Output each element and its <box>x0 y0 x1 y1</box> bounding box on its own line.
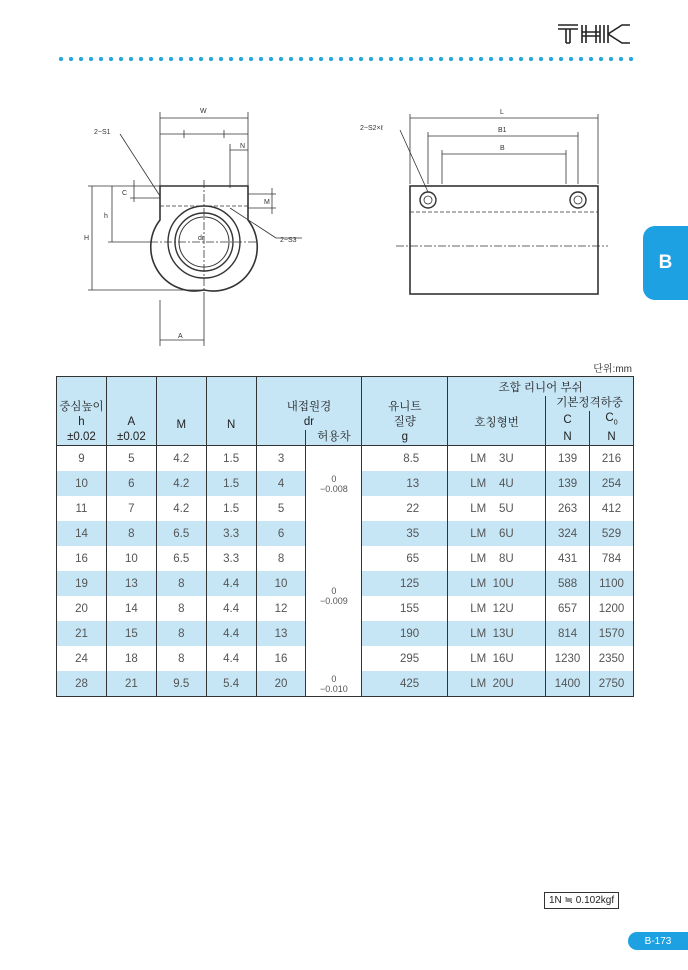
cell-a: 6 <box>106 471 156 496</box>
cell-a: 7 <box>106 496 156 521</box>
cell-dr: 10 <box>256 571 306 596</box>
cell-c0: 784 <box>590 546 634 571</box>
cell-m: 8 <box>156 646 206 671</box>
cell-tolerance: 0 −0.008 <box>306 446 362 522</box>
unit-label: 단위:mm <box>593 364 632 375</box>
cell-n: 3.3 <box>206 521 256 546</box>
cell-c: 139 <box>546 471 590 496</box>
a-label: A <box>178 333 183 340</box>
cell-c0: 254 <box>590 471 634 496</box>
cell-h: 28 <box>57 671 107 697</box>
cell-dr: 8 <box>256 546 306 571</box>
cell-m: 8 <box>156 621 206 646</box>
col-rating-header: 기본정격하중 <box>546 396 634 411</box>
cell-mass: 22 <box>362 496 448 521</box>
dotted-rule <box>56 56 636 62</box>
cell-model: LM 5U <box>448 496 546 521</box>
cell-c0: 412 <box>590 496 634 521</box>
cell-h: 10 <box>57 471 107 496</box>
cell-model: LM 10U <box>448 571 546 596</box>
cell-mass: 35 <box>362 521 448 546</box>
col-n-header: N <box>206 377 256 446</box>
cell-c: 263 <box>546 496 590 521</box>
cell-c0: 1570 <box>590 621 634 646</box>
spec-table <box>56 376 634 697</box>
cell-c: 588 <box>546 571 590 596</box>
cell-h: 9 <box>57 446 107 472</box>
col-c0-unit: N <box>590 430 634 446</box>
cell-h: 24 <box>57 646 107 671</box>
col-bush-header: 조합 리니어 부쉬 <box>448 377 634 397</box>
cell-m: 6.5 <box>156 521 206 546</box>
cell-m: 4.2 <box>156 471 206 496</box>
cell-c0: 216 <box>590 446 634 472</box>
cell-c0: 2750 <box>590 671 634 697</box>
cell-model: LM 13U <box>448 621 546 646</box>
cell-dr: 6 <box>256 521 306 546</box>
cell-tolerance: 0 −0.010 <box>306 671 362 697</box>
cell-c: 657 <box>546 596 590 621</box>
cell-n: 4.4 <box>206 571 256 596</box>
cell-c0: 529 <box>590 521 634 546</box>
cell-m: 4.2 <box>156 446 206 472</box>
cell-m: 4.2 <box>156 496 206 521</box>
col-bore-header: 내접원경 dr <box>256 377 362 431</box>
cell-c: 324 <box>546 521 590 546</box>
cell-model: LM 12U <box>448 596 546 621</box>
col-h-header: 중심높이 h ±0.02 <box>57 377 107 446</box>
cell-dr: 12 <box>256 596 306 621</box>
cell-a: 8 <box>106 521 156 546</box>
cell-c: 139 <box>546 446 590 472</box>
cell-c: 1230 <box>546 646 590 671</box>
cell-a: 21 <box>106 671 156 697</box>
cell-mass: 425 <box>362 671 448 697</box>
cell-model: LM 6U <box>448 521 546 546</box>
m-label: M <box>264 199 270 206</box>
table-row <box>57 446 634 472</box>
cell-dr: 3 <box>256 446 306 472</box>
col-model-header: 호칭형번 <box>448 396 546 446</box>
col-tol-header: 허용차 <box>306 430 362 446</box>
cell-a: 18 <box>106 646 156 671</box>
cell-n: 1.5 <box>206 496 256 521</box>
s2-label: 2−S2×ℓ <box>360 125 383 132</box>
hh-label: H <box>84 235 90 242</box>
h-label: h <box>104 213 108 220</box>
cell-h: 20 <box>57 596 107 621</box>
cell-dr: 5 <box>256 496 306 521</box>
cell-m: 9.5 <box>156 671 206 697</box>
cell-c0: 1100 <box>590 571 634 596</box>
col-a-header: A ±0.02 <box>106 377 156 446</box>
cell-dr: 4 <box>256 471 306 496</box>
cell-a: 14 <box>106 596 156 621</box>
cell-n: 4.4 <box>206 646 256 671</box>
page-number: B-173 <box>628 932 688 950</box>
thk-logo <box>556 22 632 46</box>
s3-label: 2−S3 <box>280 237 297 244</box>
cell-h: 14 <box>57 521 107 546</box>
l-label: L <box>500 109 504 116</box>
s1-label: 2−S1 <box>94 129 111 136</box>
cell-n: 4.4 <box>206 621 256 646</box>
cell-mass: 65 <box>362 546 448 571</box>
cell-m: 8 <box>156 596 206 621</box>
cell-a: 5 <box>106 446 156 472</box>
cell-model: LM 4U <box>448 471 546 496</box>
cell-n: 1.5 <box>206 471 256 496</box>
cell-model: LM 16U <box>448 646 546 671</box>
col-mass-header: 유니트 질량 g <box>362 377 448 446</box>
col-c-unit: N <box>546 430 590 446</box>
col-c0-header: $C_0$ <box>590 411 634 430</box>
table-row <box>57 671 634 697</box>
cell-tolerance: 0 −0.009 <box>306 521 362 671</box>
cell-h: 21 <box>57 621 107 646</box>
cell-mass: 125 <box>362 571 448 596</box>
cell-model: LM 20U <box>448 671 546 697</box>
c-label: C <box>122 190 128 197</box>
cell-c0: 2350 <box>590 646 634 671</box>
cell-c0: 1200 <box>590 596 634 621</box>
cell-mass: 13 <box>362 471 448 496</box>
dr-label: dr <box>198 235 205 242</box>
table-row <box>57 521 634 546</box>
conversion-note: 1N ≒ 0.102kgf <box>544 892 619 909</box>
cell-n: 5.4 <box>206 671 256 697</box>
cell-n: 1.5 <box>206 446 256 472</box>
cell-dr: 16 <box>256 646 306 671</box>
cell-h: 19 <box>57 571 107 596</box>
front-view-drawing <box>80 100 320 350</box>
cell-mass: 190 <box>362 621 448 646</box>
cell-n: 4.4 <box>206 596 256 621</box>
cell-m: 8 <box>156 571 206 596</box>
cell-m: 6.5 <box>156 546 206 571</box>
side-view-drawing <box>360 100 610 300</box>
cell-a: 10 <box>106 546 156 571</box>
cell-c: 1400 <box>546 671 590 697</box>
cell-model: LM 3U <box>448 446 546 472</box>
cell-mass: 295 <box>362 646 448 671</box>
b1-label: B1 <box>498 127 507 134</box>
cell-dr: 13 <box>256 621 306 646</box>
cell-n: 3.3 <box>206 546 256 571</box>
w-label: W <box>200 108 207 115</box>
cell-mass: 8.5 <box>362 446 448 472</box>
cell-mass: 155 <box>362 596 448 621</box>
section-tab[interactable]: B <box>643 226 688 300</box>
cell-a: 13 <box>106 571 156 596</box>
cell-c: 431 <box>546 546 590 571</box>
col-m-header: M <box>156 377 206 446</box>
cell-model: LM 8U <box>448 546 546 571</box>
n-label: N <box>240 143 246 150</box>
cell-c: 814 <box>546 621 590 646</box>
cell-a: 15 <box>106 621 156 646</box>
cell-h: 11 <box>57 496 107 521</box>
col-c-header: C <box>546 411 590 430</box>
b-label: B <box>500 145 505 152</box>
cell-dr: 20 <box>256 671 306 697</box>
cell-h: 16 <box>57 546 107 571</box>
